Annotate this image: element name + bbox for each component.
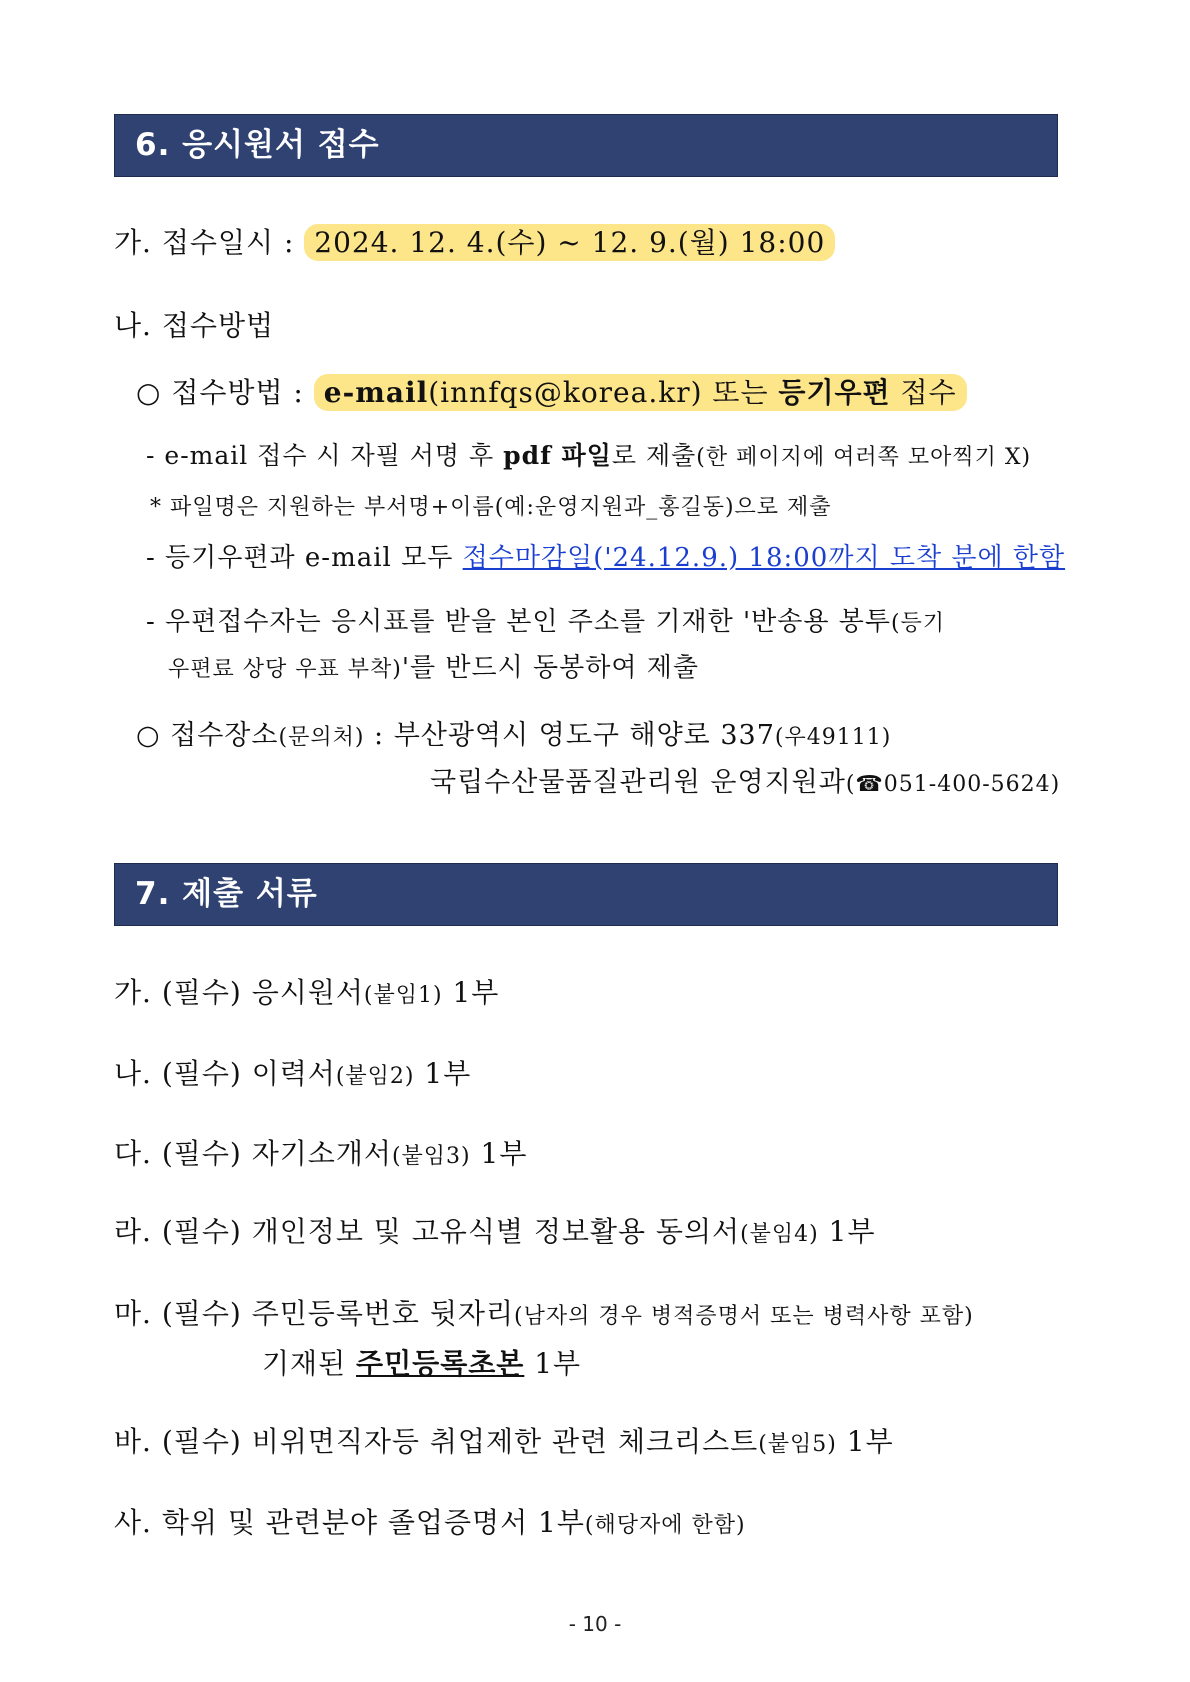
method-suffix: 접수 (890, 376, 957, 409)
return-envelope-note-line1 (146, 604, 945, 642)
item-count: 1부 (818, 1215, 876, 1248)
place-small: (문의처) (278, 725, 365, 750)
method-address: (innfqs@korea.kr) 또는 (428, 376, 779, 409)
document-item-3 (114, 1136, 527, 1175)
receipt-method-heading: 나. 접수방법 (114, 309, 275, 342)
section-6-header: 6. 응시원서 접수 (114, 114, 1058, 177)
item-note: (붙임4) (740, 1222, 819, 1247)
receipt-place-line (136, 718, 891, 756)
item-note: (붙임5) (758, 1432, 837, 1457)
item-count: 1부 (470, 1137, 528, 1170)
item-count: 1부 (836, 1425, 894, 1458)
document-item-6 (114, 1424, 894, 1463)
return-note-text1: - 우편접수자는 응시표를 받을 본인 주소를 기재한 '반송용 봉투 (146, 607, 891, 637)
item-text: 마. (필수) 주민등록번호 뒷자리 (114, 1297, 515, 1330)
item-count: 1부 (414, 1057, 472, 1090)
receipt-date-line (114, 225, 835, 261)
item-count: 1부 (524, 1347, 582, 1380)
document-item-2 (114, 1056, 471, 1095)
deadline-note-text: - 등기우편과 e-mail 모두 (146, 543, 463, 573)
place-zip: (우49111) (774, 725, 892, 750)
document-item-5 (114, 1296, 974, 1335)
section-7-header: 7. 제출 서류 (114, 863, 1058, 926)
item-note: (남자의 경우 병적증명서 또는 병력사항 포함) (514, 1304, 974, 1329)
item-note: (붙임2) (335, 1064, 415, 1089)
item-text: 라. (필수) 개인정보 및 고유식별 정보활용 동의서 (114, 1215, 741, 1248)
filename-note: * 파일명은 지원하는 부서명+이름(예:운영지원과_홍길동)으로 제출 (150, 495, 832, 520)
method-email: e-mail (323, 376, 429, 409)
document-item-1 (114, 975, 499, 1014)
receipt-org-line (430, 765, 1060, 803)
email-note-small: (한 페이지에 여러쪽 모아찍기 X) (696, 445, 1032, 470)
page-number: - 10 - (568, 1612, 622, 1636)
place-sep: : (364, 720, 394, 751)
item-count: 1부 (442, 976, 500, 1009)
email-note-text: - e-mail 접수 시 자필 서명 후 (146, 441, 504, 470)
receipt-date-value: 2024. 12. 4.(수) ~ 12. 9.(월) 18:00 (304, 224, 835, 261)
document-item-7 (114, 1505, 746, 1544)
email-note (146, 438, 1031, 476)
item-text: 가. (필수) 응시원서 (114, 976, 364, 1009)
email-note-pdf: pdf 파일 (503, 441, 612, 470)
place-address: 부산광역시 영도구 해양로 337 (393, 720, 775, 751)
document-item-4 (114, 1214, 876, 1253)
item-text: 바. (필수) 비위면직자등 취업제한 관련 체크리스트 (114, 1425, 759, 1458)
deadline-note-link: 접수마감일('24.12.9.) 18:00까지 도착 분에 한함 (462, 543, 1066, 573)
item-text: 기재된 (262, 1347, 357, 1380)
item-note: (해당자에 한함) (584, 1513, 746, 1538)
item-text: 다. (필수) 자기소개서 (114, 1137, 392, 1170)
return-note-small2: 우편료 상당 우표 부착) (168, 657, 402, 682)
return-note-small1: (등기 (890, 611, 946, 636)
item-note: (붙임1) (363, 983, 443, 1008)
resident-registration-abstract: 주민등록초본 (356, 1347, 525, 1380)
return-note-text2: '를 반드시 동봉하여 제출 (401, 653, 699, 683)
place-org: 국립수산물품질관리원 운영지원과 (430, 767, 846, 798)
method-prefix: ○ 접수방법 : (136, 376, 314, 409)
method-post: 등기우편 (778, 376, 891, 409)
document-item-5-line2 (262, 1346, 581, 1382)
item-note: (붙임3) (391, 1144, 471, 1169)
place-label: ○ 접수장소 (136, 720, 279, 751)
item-text: 나. (필수) 이력서 (114, 1057, 336, 1090)
deadline-note (146, 540, 1065, 576)
email-note-submit: 로 제출 (611, 441, 697, 470)
item-text: 사. 학위 및 관련분야 졸업증명서 1부 (114, 1506, 585, 1539)
receipt-method-line (136, 375, 967, 411)
return-envelope-note-line2 (168, 650, 699, 688)
place-phone: (☎051-400-5624) (845, 772, 1061, 797)
receipt-date-label: 가. 접수일시 : (114, 226, 305, 259)
